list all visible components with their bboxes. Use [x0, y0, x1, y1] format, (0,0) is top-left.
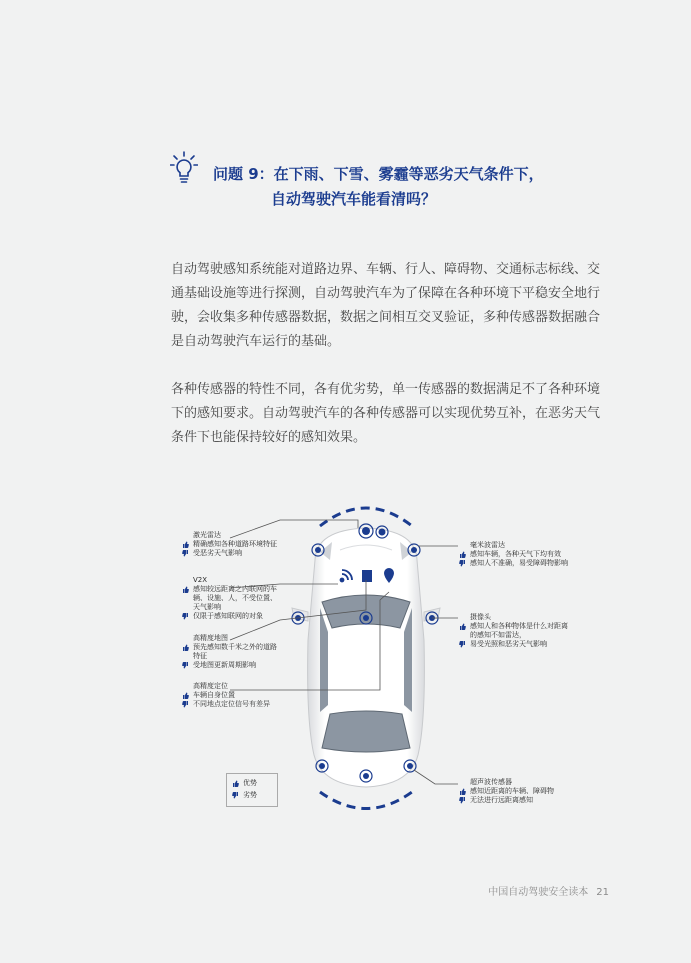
ultrasonic-annotation [459, 778, 589, 805]
mmwave-annotation [459, 541, 589, 568]
hdmap-pro: 预先感知数千米之外的道路特征 [182, 643, 282, 661]
hdmap-title: 高精度地图 [193, 634, 228, 642]
thumbs-down-icon [182, 613, 189, 620]
rear-signal-arcs [320, 792, 412, 809]
lidar-annotation [182, 531, 292, 558]
question-line-2: 自动驾驶汽车能看清吗？ [271, 190, 437, 208]
thumbs-up-icon [459, 623, 466, 630]
mmwave-title: 毫米波雷达 [470, 541, 505, 549]
lidar-con: 受恶劣天气影响 [182, 549, 292, 558]
thumbs-up-icon [232, 780, 239, 787]
body-paragraph-2: 各种传感器的特性不同，各有优劣势，单一传感器的数据满足不了各种环境下的感知要求。自动驾驶汽车的各种传感器可以实现优势互补，在恶劣天气条件下也能保持较好的感知效果。 [171, 382, 601, 445]
v2x-title: V2X [193, 576, 208, 584]
camera-title: 摄像头 [470, 613, 491, 621]
camera-annotation [459, 613, 569, 649]
legend-con: 劣势 [232, 791, 277, 800]
positioning-con: 不同地点定位信号有差异 [182, 700, 292, 709]
thumbs-down-icon [459, 560, 466, 567]
legend-box [226, 773, 278, 807]
mmwave-pro: 感知车辆，各种天气下均有效 [459, 550, 589, 559]
hdmap-annotation [182, 634, 282, 670]
hdmap-con: 受地图更新周期影响 [182, 661, 282, 670]
v2x-con: 仅限于感知联网的对象 [182, 612, 282, 621]
page-number: 21 [596, 887, 609, 898]
thumbs-down-icon [182, 701, 189, 708]
lidar-pro: 精确感知各种道路环境特征 [182, 540, 292, 549]
thumbs-down-icon [459, 641, 466, 648]
body-paragraph-1: 自动驾驶感知系统能对道路边界、车辆、行人、障碍物、交通标志标线、交通基础设施等进行探测，自动驾驶汽车为了保障在各种环境下平稳安全地行驶，会收集多种传感器数据，数据之间相互交叉验证，多种传感器数据融合是自动驾驶汽车运行的基础。 [171, 262, 601, 349]
thumbs-down-icon [182, 662, 189, 669]
thumbs-up-icon [182, 644, 189, 651]
front-signal-arcs [320, 508, 412, 526]
question-title [213, 162, 633, 212]
thumbs-up-icon [459, 551, 466, 558]
camera-pro: 感知人和各种物体是什么对距离的感知不如雷达， [459, 622, 569, 640]
thumbs-up-icon [182, 586, 189, 593]
thumbs-down-icon [459, 797, 466, 804]
lightbulb-icon [170, 151, 198, 187]
thumbs-up-icon [182, 541, 189, 548]
positioning-title: 高精度定位 [193, 682, 228, 690]
page-footer [488, 883, 609, 898]
positioning-pro: 车辆自身位置 [182, 691, 292, 700]
thumbs-down-icon [232, 792, 239, 799]
car-rear-window [322, 711, 410, 752]
v2x-annotation [182, 576, 282, 621]
legend-pro: 优势 [232, 779, 277, 788]
question-line-1: 问题 9：在下雨、下雪、雾霾等恶劣天气条件下， [213, 165, 544, 183]
ultrasonic-title: 超声波传感器 [470, 778, 512, 786]
ultrasonic-pro: 感知近距离的车辆、障碍物 [459, 787, 589, 796]
thumbs-down-icon [182, 550, 189, 557]
camera-con: 易受光照和恶劣天气影响 [459, 640, 569, 649]
thumbs-up-icon [182, 692, 189, 699]
car-body [292, 528, 440, 787]
lidar-title: 激光雷达 [193, 531, 221, 539]
thumbs-up-icon [459, 788, 466, 795]
ultrasonic-con: 无法进行远距离感知 [459, 796, 589, 805]
v2x-pro: 感知较远距离之内联网的车辆、设施、人，不受位置、天气影响 [182, 585, 282, 612]
positioning-annotation [182, 682, 292, 709]
book-title: 中国自动驾驶安全读本 [488, 887, 589, 898]
hd-map-icon [362, 570, 372, 582]
mmwave-con: 感知人不准确，易受障碍物影响 [459, 559, 589, 568]
